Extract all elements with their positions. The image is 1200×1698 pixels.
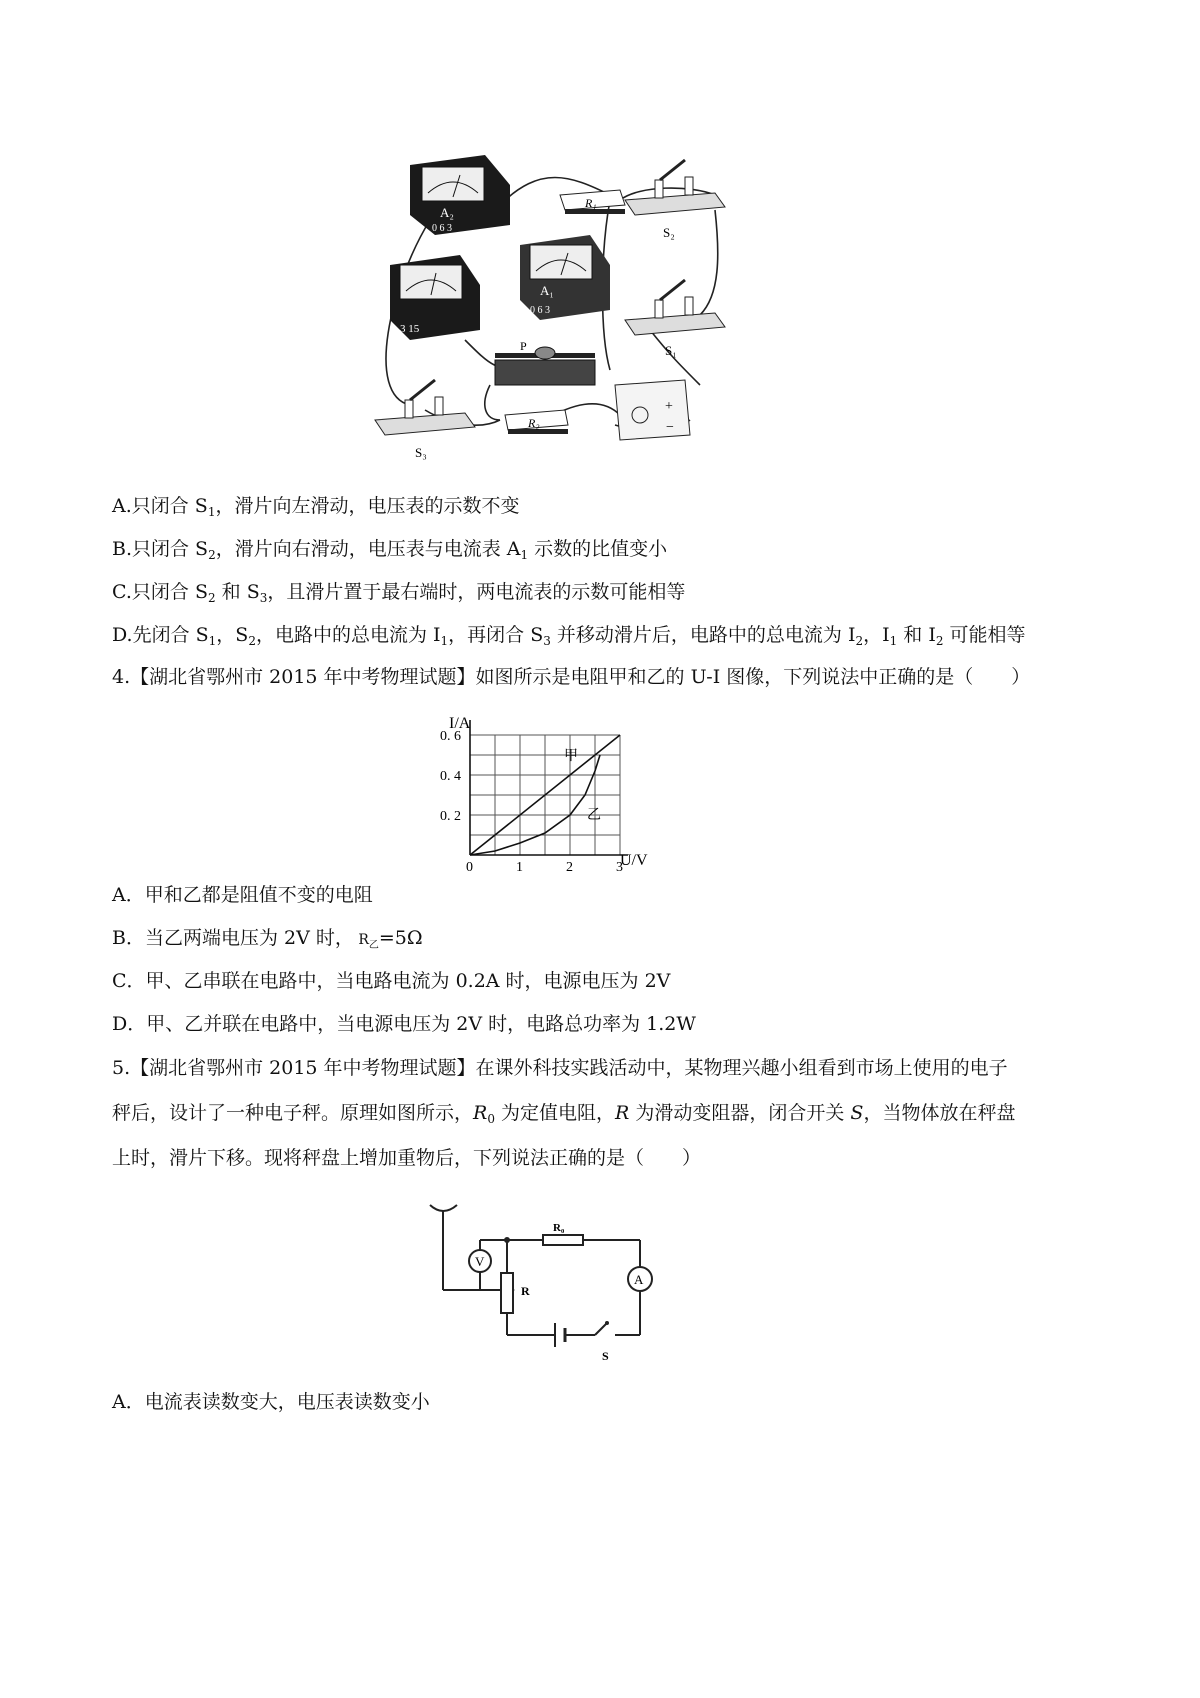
s3-label: S₃ [415,445,427,460]
ui-graph [425,700,695,875]
switch-icon [605,1321,609,1325]
q4-option-a: A．甲和乙都是阻值不变的电阻 [112,884,373,906]
a1-scale: 0 6 3 [530,305,550,316]
rheostat-r-icon [501,1273,513,1313]
y-tick-label: 0. 4 [440,769,461,784]
q4-option-d: D．甲、乙并联在电路中，当电源电压为 2V 时，电路总功率为 1.2W [112,1013,696,1035]
battery-icon [615,380,690,440]
x-tick-label: 1 [516,860,523,875]
q3-option-a: A.只闭合 $S_1$，滑片向左滑动，电压表的示数不变 [112,495,520,519]
s2-label: S₂ [663,225,675,240]
y-tick-label: 0. 2 [440,809,461,824]
svg-text:−: − [666,420,674,435]
q4-stem: 4.【湖北省鄂州市 2015 年中考物理试题】如图所示是电阻甲和乙的 U-I 图像，下列说法中正确的是（ ） [112,666,1031,688]
a2-scale: 0 6 3 [432,223,452,234]
a-meter-label: A [634,1272,644,1287]
q4-option-c: C．甲、乙串联在电路中，当电路电流为 0.2A 时，电源电压为 2V [112,970,671,992]
x-tick-label: 3 [616,860,623,875]
switch-s2-icon [625,160,725,240]
q5-option-a: A．电流表读数变大，电压表读数变小 [112,1391,430,1413]
resistor-r0-icon [543,1235,583,1245]
x-tick-label: 2 [566,860,573,875]
x-tick-label: 0 [466,860,473,875]
ammeter-a1-icon [520,235,610,320]
ammeter-a2-icon [410,155,510,235]
series-label-jia: 甲 [564,749,578,764]
switch-s1-icon [625,280,725,358]
scale-circuit-figure [425,1195,665,1370]
a2-label: A₂ [440,205,454,220]
q3-option-d: D.先闭合 $S_1$，$S_2$，电路中的总电流为 $I_1$，再闭合 $S_3$ 并移动滑片后，电路中的总电流为 $I_2$，$I_1$ 和 $I_2$ 可能相等 [112,624,1026,648]
switch-s3-icon [375,380,475,460]
chart-ylabel: I/A [449,715,471,732]
chart-xlabel: U/V [620,852,648,869]
q5-stem-line3: 上时，滑片下移。现将秤盘上增加重物后，下列说法正确的是（ ） [112,1147,702,1169]
v-scale: 3 15 [400,323,420,335]
circuit-photo-figure [370,135,755,465]
r-label: R [521,1284,530,1298]
r2-label: R₂ [528,416,540,430]
q3-option-c: C.只闭合 $S_2$ 和 $S_3$，且滑片置于最右端时，两电流表的示数可能相等 [112,581,686,605]
r0-label: R₀ [553,1222,565,1234]
q5-stem-line2: 秤后，设计了一种电子秤。原理如图所示，$R_0$ 为定值电阻，R 为滑动变阻器，闭合开关 S，当物体放在秤盘 [112,1102,1016,1126]
series-label-yi: 乙 [587,808,601,823]
p-label: P [520,339,527,353]
voltmeter-icon [390,255,480,340]
r1-label: R₁ [585,196,597,210]
svg-text:+: + [665,399,673,414]
q4-option-b: B．当乙两端电压为 2V 时， $R_乙=5\Omega$ [112,927,423,951]
y-tick-label: 0. 6 [440,729,461,744]
rheostat-icon [495,339,595,385]
q5-stem-line1: 5.【湖北省鄂州市 2015 年中考物理试题】在课外科技实践活动中，某物理兴趣小组看到市场上使用的电子 [112,1057,1008,1079]
q3-option-b: B.只闭合 $S_2$，滑片向右滑动，电压表与电流表 $A_1$ 示数的比值变小 [112,538,668,562]
a1-label: A₁ [540,283,554,298]
v-meter-label: V [475,1254,485,1269]
s1-label: S₁ [665,343,677,358]
resistor-r2-icon [505,410,568,434]
s-label: S [602,1349,609,1363]
resistor-r1-icon [560,190,625,214]
chart-ticks [440,729,623,875]
